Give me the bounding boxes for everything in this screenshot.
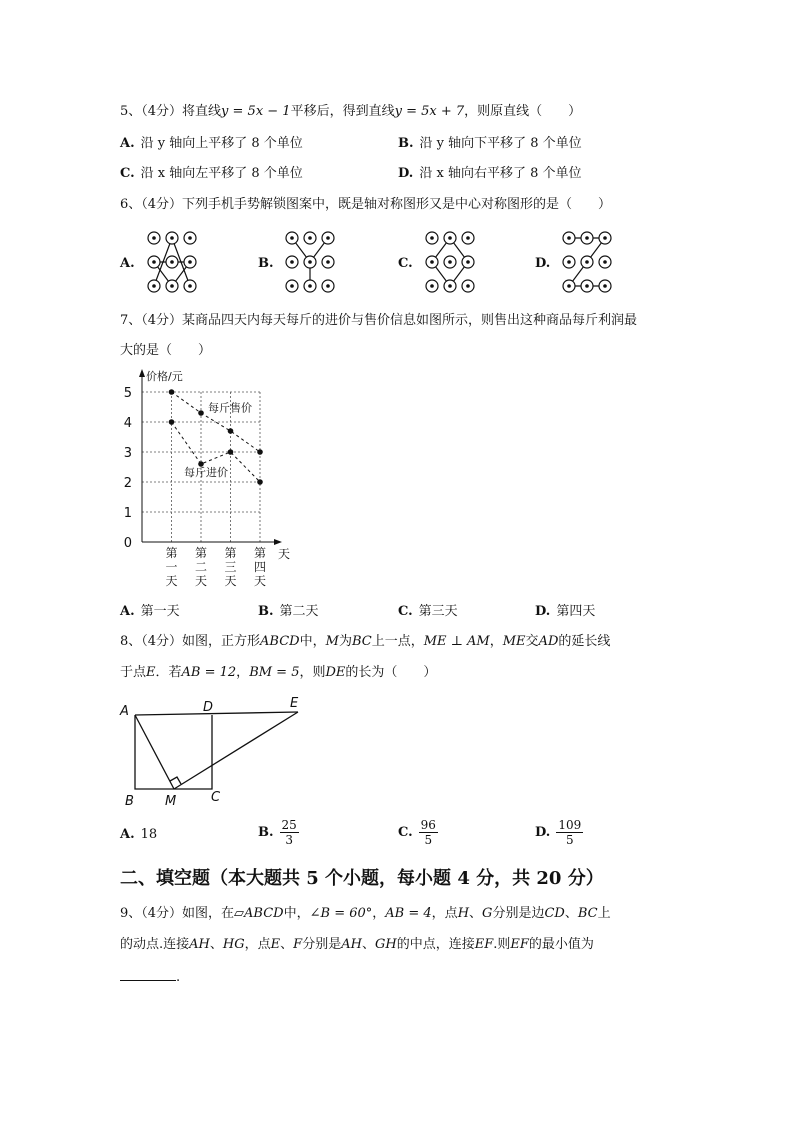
- label-b: B: [125, 794, 134, 809]
- price-chart: [115, 365, 291, 590]
- x-tick-label: 第: [224, 546, 237, 560]
- q8-option-b[interactable]: [258, 818, 299, 847]
- x-tick-label: 四: [253, 560, 267, 574]
- q6-option-b[interactable]: [258, 255, 280, 273]
- option-label: D.: [535, 604, 551, 619]
- q8-text: 的延长线: [558, 634, 611, 649]
- denominator: 5: [565, 833, 574, 847]
- unlock-node-center: [585, 236, 589, 240]
- q8-geometry-figure: [118, 695, 308, 810]
- unlock-node-center: [603, 260, 607, 264]
- q8-stem-line2: [120, 664, 436, 682]
- q9-line2: [120, 936, 594, 954]
- unlock-node-center: [326, 260, 330, 264]
- data-point: [169, 419, 175, 425]
- unlock-node-center: [466, 284, 470, 288]
- unlock-node-center: [290, 236, 294, 240]
- label-a: A: [120, 704, 129, 719]
- q9-segment-ef-2: EF: [510, 937, 529, 952]
- q9-text: 、: [564, 906, 578, 921]
- option-text: 18: [140, 827, 158, 842]
- unlock-node-center: [170, 260, 174, 264]
- option-text: 第三天: [418, 604, 458, 619]
- unlock-node-center: [308, 284, 312, 288]
- q6-pattern-b-icon: [282, 228, 338, 296]
- unlock-node-center: [326, 284, 330, 288]
- q8-text: ，: [489, 634, 503, 649]
- q9-text: 9、（4分）如图，在: [120, 906, 235, 921]
- q8-perpendicular: ME ⊥ AM: [423, 634, 490, 649]
- q6-option-c[interactable]: [398, 255, 419, 273]
- q9-segment-gh: GH: [374, 937, 397, 952]
- q5-stem-text: 5、（4分）将直线: [120, 104, 222, 119]
- unlock-node-center: [326, 236, 330, 240]
- data-point: [228, 428, 234, 434]
- q9-ab-value: AB = 4: [385, 906, 432, 921]
- x-tick-label: 三: [224, 560, 237, 574]
- option-text: 第一天: [140, 604, 180, 619]
- option-label: D.: [535, 825, 551, 840]
- q9-text: 、: [280, 937, 294, 952]
- q8-segment-bc: BC: [351, 634, 372, 649]
- unlock-node-center: [290, 260, 294, 264]
- q6-pattern-d-icon: [559, 228, 615, 296]
- option-label: C.: [398, 825, 413, 840]
- unlock-node-center: [567, 236, 571, 240]
- option-label: A.: [120, 827, 135, 842]
- option-label: A.: [120, 136, 135, 151]
- q7-stem-line1: 7、（4分）某商品四天内每天每斤的进价与售价信息如图所示，则售出这种商品每斤利润最: [120, 313, 638, 328]
- unlock-node-center: [188, 260, 192, 264]
- q9-text: 的中点，连接: [396, 937, 475, 952]
- q9-segment-ef: EF: [474, 937, 494, 952]
- y-tick-label: 5: [123, 386, 132, 401]
- unlock-node-center: [448, 236, 452, 240]
- fraction: [419, 818, 438, 847]
- option-label: C.: [398, 256, 413, 271]
- x-tick-label: 第: [165, 546, 178, 560]
- q7-option-d[interactable]: [535, 603, 595, 621]
- q8-ab-value: AB = 12: [181, 665, 237, 680]
- unlock-node-center: [308, 260, 312, 264]
- option-label: A.: [120, 604, 135, 619]
- q8-text: 的长为（ ）: [345, 665, 437, 680]
- label-e: E: [290, 696, 299, 711]
- q9-text: .则: [493, 937, 511, 952]
- option-text: 第四天: [556, 604, 596, 619]
- q9-text: 中，: [283, 906, 310, 921]
- unlock-node-center: [585, 284, 589, 288]
- option-label: D.: [398, 166, 414, 181]
- q8-text: 于点: [120, 665, 147, 680]
- label-d: D: [203, 700, 214, 715]
- option-text: 沿 x 轴向右平移了 8 个单位: [419, 166, 582, 181]
- unlock-node-center: [567, 260, 571, 264]
- q9-text: 的动点.连接: [120, 937, 190, 952]
- q7-option-c[interactable]: [398, 603, 458, 621]
- q5-option-b[interactable]: [398, 135, 582, 153]
- series-label-buy: 每斤进价: [184, 466, 228, 479]
- x-axis-label: 天: [278, 547, 291, 561]
- option-text: 沿 y 轴向上平移了 8 个单位: [140, 136, 303, 151]
- q8-point-m: M: [325, 634, 339, 649]
- q9-point-h: H: [457, 906, 470, 921]
- unlock-node-center: [603, 236, 607, 240]
- y-tick-label: 3: [123, 446, 132, 461]
- q8-text: 为: [338, 634, 352, 649]
- q6-option-d[interactable]: [535, 255, 556, 273]
- unlock-node-center: [188, 284, 192, 288]
- q8-segment-ad: AD: [538, 634, 559, 649]
- x-tick-label: 天: [165, 574, 178, 588]
- fraction: [280, 818, 299, 847]
- unlock-node-center: [152, 284, 156, 288]
- y-axis-label: 价格/元: [146, 370, 183, 383]
- q6-option-a[interactable]: [120, 255, 141, 273]
- option-label: C.: [398, 604, 413, 619]
- section-title: 二、填空题（本大题共 5 个小题，每小题 4 分，共 20 分）: [120, 868, 604, 889]
- q7-option-a[interactable]: [120, 603, 180, 621]
- q9-segment-ah: AH: [189, 937, 210, 952]
- q9-segment-bc: BC: [577, 906, 598, 921]
- q9-parallelogram: ▱ABCD: [234, 906, 284, 921]
- q6-pattern-c-icon: [422, 228, 478, 296]
- q9-text: 的最小值为: [528, 937, 594, 952]
- x-tick-label: 第: [253, 546, 267, 560]
- q9-text: 、: [469, 906, 483, 921]
- unlock-node-center: [466, 260, 470, 264]
- option-label: B.: [258, 604, 274, 619]
- q8-text: ．若: [155, 665, 182, 680]
- y-tick-label: 4: [123, 416, 132, 431]
- option-text: 第二天: [279, 604, 319, 619]
- q9-text: 分别是: [302, 937, 342, 952]
- q8-text: 8、（4分）如图，正方形: [120, 634, 261, 649]
- unlock-node-center: [152, 260, 156, 264]
- q8-option-c[interactable]: [398, 818, 438, 847]
- q9-text: 、: [361, 937, 375, 952]
- y-tick-label: 2: [123, 476, 132, 491]
- q5-option-c[interactable]: [120, 165, 303, 183]
- q9-text: 分别是边: [492, 906, 545, 921]
- unlock-node-center: [188, 236, 192, 240]
- unlock-node-center: [585, 260, 589, 264]
- unlock-node-center: [567, 284, 571, 288]
- q9-text: ，点: [431, 906, 458, 921]
- q9-angle: ∠B = 60°: [309, 906, 373, 921]
- unlock-node-center: [603, 284, 607, 288]
- unlock-node-center: [170, 284, 174, 288]
- q8-point-e: E: [146, 665, 156, 680]
- numerator: 109: [558, 818, 582, 832]
- q9-point-e: E: [270, 937, 281, 952]
- q8-bm-value: BM = 5: [249, 665, 300, 680]
- option-text: 沿 x 轴向左平移了 8 个单位: [140, 166, 303, 181]
- q5-option-a[interactable]: [120, 135, 303, 153]
- option-label: B.: [258, 256, 274, 271]
- q5-stem-text-3: ，则原直线（ ）: [464, 104, 582, 119]
- option-label: B.: [258, 825, 274, 840]
- x-tick-label: 天: [194, 574, 208, 588]
- q7-option-b[interactable]: [258, 603, 319, 621]
- q8-segment-de: DE: [325, 665, 346, 680]
- label-c: C: [211, 790, 221, 805]
- data-point: [198, 410, 204, 416]
- q8-text: 上一点，: [371, 634, 424, 649]
- unlock-node-center: [430, 260, 434, 264]
- x-axis-arrow-icon: [274, 539, 282, 545]
- q9-line3: [120, 968, 180, 987]
- x-tick-label: 一: [165, 560, 178, 574]
- unlock-node-center: [430, 284, 434, 288]
- q8-square-name: ABCD: [260, 634, 300, 649]
- q5-stem-text-2: 平移后，得到直线: [290, 104, 395, 119]
- option-text: 沿 y 轴向下平移了 8 个单位: [419, 136, 582, 151]
- y-tick-label: 1: [123, 506, 132, 521]
- q5-equation-original: y = 5x − 1: [221, 104, 291, 119]
- q8-option-d[interactable]: [535, 818, 583, 847]
- x-tick-label: 二: [194, 560, 208, 574]
- q9-segment-hg: HG: [222, 937, 245, 952]
- q8-text: ，则: [299, 665, 326, 680]
- q6-pattern-a-icon: [144, 228, 200, 296]
- denominator: 3: [285, 833, 293, 847]
- q5-option-d[interactable]: [398, 165, 581, 183]
- q8-text: ，: [236, 665, 250, 680]
- unlock-node-center: [430, 236, 434, 240]
- q9-line1: [120, 905, 611, 923]
- q9-point-g: G: [482, 906, 493, 921]
- unlock-node-center: [448, 260, 452, 264]
- data-point: [169, 389, 175, 395]
- unlock-node-center: [152, 236, 156, 240]
- unlock-node-center: [170, 236, 174, 240]
- option-label: B.: [398, 136, 414, 151]
- x-tick-label: 天: [224, 574, 237, 588]
- q9-text: ，点: [244, 937, 271, 952]
- option-label: D.: [535, 256, 551, 271]
- q7-stem-line2: 大的是（ ）: [120, 343, 212, 358]
- y-tick-label: 0: [123, 536, 132, 551]
- q8-stem-line1: [120, 633, 610, 651]
- q8-text: 中，: [299, 634, 326, 649]
- q8-option-a[interactable]: [120, 826, 157, 844]
- q9-text: .: [176, 970, 181, 985]
- data-point: [257, 449, 263, 455]
- option-label: C.: [120, 166, 135, 181]
- q9-segment-ah-2: AH: [341, 937, 362, 952]
- denominator: 5: [424, 833, 433, 847]
- x-tick-label: 天: [253, 574, 267, 588]
- q9-text: ，: [372, 906, 386, 921]
- data-point: [228, 449, 234, 455]
- unlock-node-center: [308, 236, 312, 240]
- data-point: [257, 479, 263, 485]
- unlock-node-center: [290, 284, 294, 288]
- q9-text: 上: [597, 906, 611, 921]
- unlock-node-center: [448, 284, 452, 288]
- x-tick-label: 第: [194, 546, 208, 560]
- q9-point-f: F: [293, 937, 303, 952]
- q8-segment-me: ME: [502, 634, 526, 649]
- series-label-sell: 每斤售价: [208, 401, 252, 415]
- label-m: M: [165, 794, 177, 809]
- option-label: A.: [120, 256, 135, 271]
- fraction: [556, 818, 583, 847]
- numerator: 25: [281, 818, 297, 832]
- y-axis-arrow-icon: [139, 369, 145, 377]
- q9-text: 、: [209, 937, 223, 952]
- q9-segment-cd: CD: [544, 906, 565, 921]
- q6-stem: 6、（4分）下列手机手势解锁图案中，既是轴对称图形又是中心对称图形的是（ ）: [120, 197, 612, 212]
- unlock-node-center: [466, 236, 470, 240]
- q5-equation-result: y = 5x + 7: [394, 104, 465, 119]
- numerator: 96: [420, 818, 436, 832]
- answer-blank[interactable]: [120, 968, 176, 981]
- q5-stem: [120, 103, 581, 121]
- q8-text: 交: [525, 634, 539, 649]
